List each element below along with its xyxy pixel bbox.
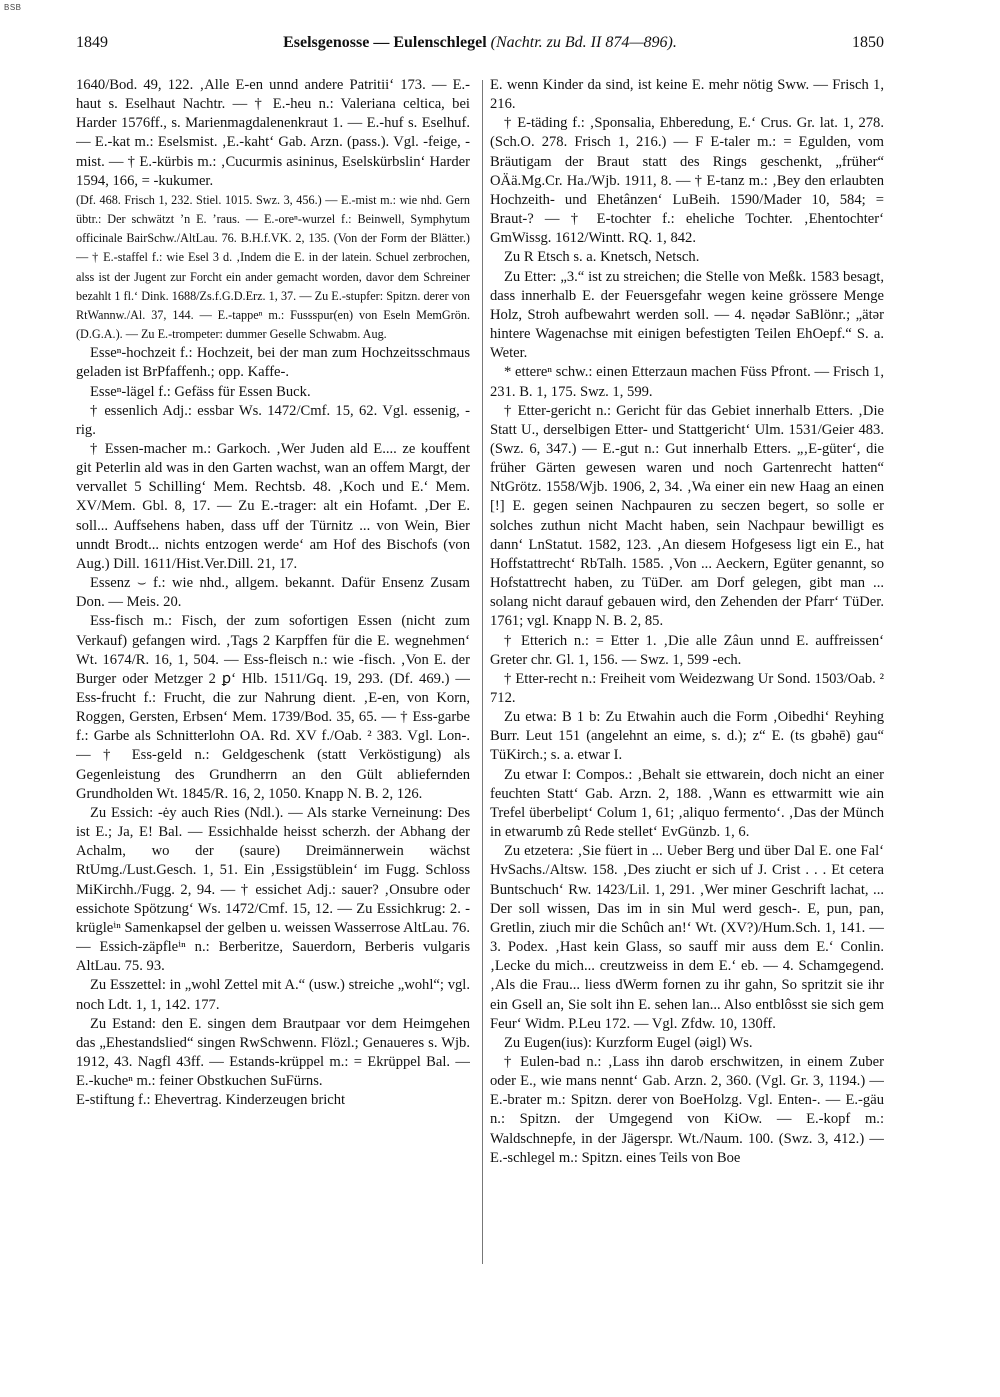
entry-paragraph: Zu etwar I: Compos.: ‚Behalt sie ettwarein, doch nicht an einer feuchten Statt‘ Gab. Arzn. 2, 188. ‚Wann es ettwarmitt wie ain Trefel überbelipt‘ Colum 1, 61; ‚aliquo fermento‘. ‚Das der Münch in etwarumb zû Rede stellet‘ EvGünzb. 1, 6. — [490, 766, 884, 841]
page-header — [76, 34, 884, 58]
entry-paragraph: E-stiftung f.: Ehevertrag. Kinderzeugen bricht — [76, 1092, 346, 1109]
running-title-ref: (Nachtr. zu Bd. II 874—896). — [490, 34, 677, 51]
library-watermark: BSB — [4, 3, 22, 12]
entry-paragraph: (Df. 468. Frisch 1, 232. Stiel. 1015. Swz. 3, 456.) — E.-mist m.: wie nhd. Gern übtr.: Der schwätzt ’n E. ’raus. — E.-oreⁿ-wurzel f.: Beinwell, Symphytum officinale BairSchw./AltLau. 76. B.H.f.VK. 2, 135. (Von der Form der Blätter.) — † E.-staffel f.: wie Esel 3 d. ‚Indem die E. in der latein. Schuel zerbrochen, alss ist der Jugent zur Forcht ein ander gemacht worden, davor dem Schreiner bezahlt 1 fl.‘ Dink. 1688/Zs.f.G.D.Erz. 1, 37. — Zu E.-stupfer: Spitzn. derer von RtWannw./Al. 37, 144. — E.-tappeⁿ m.: Fussspur(en) von Eseln MemGrön. (D.G.A.). — Zu E.-trompeter: dummer Geselle Schwabm. Aug. — [76, 192, 470, 342]
entry-paragraph: Essenz ⌣ f.: wie nhd., allgem. bekannt. Dafür Ensenz Zusam Don. — Meis. 20. — [76, 575, 470, 611]
entry-paragraph: Esseⁿ-lägel f.: Gefäss für Essen Buck. — [90, 383, 311, 400]
entry-paragraph: Zu Etter: „3.“ ist zu streichen; die Stelle von Meßk. 1583 besagt, dass innerhalb E. der Feuersgefahr wegen keine grössere Menge Holz, Stroh aufbewahrt werden soll. — 4. nęədər SaBlönr.; „ätər hintere Wagenachse mit einigen befestigten Teilen EhOepf.“ S. a. Weter. — [490, 268, 884, 362]
entry-paragraph: † Etter-gericht n.: Gericht für das Gebiet innerhalb Etters. ‚Die Statt U., derselbigen Etter- und Stattgericht‘ Ulm. 1531/Geier 483. (Swz. 6, 347.) — E.-gut n.: Gut innerhalb Etters. „‚E-güter‘, die früher Gärten gewesen waren und noch Gartenrecht hatten“ NtGrötz. 1558/Wjb. 1906, 2, 34. ‚Wa einer ein new Haag an einen [!] E. gegen seinen Nachpauren zu seczen begert, so solle er solches zuthun nicht Macht haben, sein Nachpaur bewilligt es dann‘ LnStatut. 1582, 123. ‚An diesem Hofgesess ligt ein E., hat Hoffstattrecht‘ RbTalh. 1585. ‚Von ... Aeckern, Egüter genannt, so Hofstattrecht haben, zu TüDer. am Dorf gelegen, gibt man ... solang nicht darauf gebauen wird, den Zehenden der Pfarr‘ TüDer. 1761; vgl. Knapp N. B. 2, 85. — [490, 402, 884, 630]
entry-paragraph: Zu Estand: den E. singen dem Brautpaar vor dem Heimgehen das „Ehestandslied“ singen RwSchwenn. Flözl.; Genaueres s. Wjb. 1912, 43. Nagfl 43ff. — Estands-krüppel m.: = Ekrüppel Bal. — E.-kucheⁿ m.: feiner Obstkuchen SuFürns. — [76, 1015, 470, 1090]
page-number-right: 1850 — [852, 34, 884, 51]
entry-paragraph: Zu Esszettel: in „wohl Zettel mit A.“ (usw.) streiche „wohl“; vgl. noch Ldt. 1, 1, 142. 177. — [76, 977, 470, 1013]
entry-paragraph: † Eulen-bad n.: ‚Lass ihn darob erschwitzen, in einem Zuber oder E., wie mans nennt‘ Gab. Arzn. 2, 360. (Vgl. Gr. 3, 1194.) — E.-brater m.: Spitzn. derer von BoeHolzg. Vgl. Enten-. — E.-gäu n.: Spitzn. der Umgegend von KiOw. — E.-kopf m.: Waldschnepfe, in der Jägerspr. Wt./Naum. 100. (Swz. 3, 412.) — E.-schlegel m.: Spitzn. eines Teils von Boe — [490, 1053, 884, 1166]
entry-paragraph: * ettereⁿ schw.: einen Etterzaun machen Füss Pfront. — Frisch 1, 231. B. 1, 175. Swz. 1, 599. — [490, 364, 884, 400]
page-number-left: 1849 — [76, 34, 108, 51]
column-divider — [482, 80, 483, 1264]
entry-paragraph: Ess-fisch m.: Fisch, der zum sofortigen Essen (nicht zum Verkauf) gefangen wird. ‚Tags 2 Karpffen für die E. wegnehmen‘ Wt. 1674/R. 16, 1, 504. — Ess-fleisch n.: wie -fisch. ‚Von E. der Burger oder Metzger 2 ꝑ‘ Hlb. 1511/Gq. 19, 293. (Df. 469.) — Ess-frucht f.: Frucht, die zur Nahrung dient. ‚E-en, von Korn, Roggen, Gersten, Erbsen‘ Mem. 1739/Bod. 35, 65. — † Ess-garbe f.: Garbe als Schnitterlohn OA. Rd. XV f./Oab. ² 383. Vgl. Lon-. — † Ess-geld n.: Geldgeschenk (statt Verköstigung) als Gegenleistung des Grundherrn an den Gült abliefernden Grundholden Wt. 1845/R. 16, 2, 1050. Knapp N. B. 2, 126. — [76, 613, 470, 802]
left-column — [76, 76, 470, 1376]
running-title-main: Eselsgenosse — Eulenschlegel — [283, 34, 487, 51]
entry-paragraph: Zu Eugen(ius): Kurzform Eugel (əigl) Ws. — [504, 1034, 753, 1051]
entry-paragraph: Esseⁿ-hochzeit f.: Hochzeit, bei der man zum Hochzeitsschmaus geladen ist BrPfaffenh.; opp. Kaffe-. — [76, 345, 470, 381]
entry-paragraph: Zu R Etsch s. a. Knetsch, Netsch. — [504, 249, 700, 266]
entry-paragraph: † Etter-recht n.: Freiheit vom Weidezwang Ur Sond. 1503/Oab. ² 712. — [490, 670, 884, 706]
entry-paragraph: E. wenn Kinder da sind, ist keine E. mehr nötig Sww. — Frisch 1, 216. — [490, 77, 884, 113]
right-column — [490, 76, 884, 1376]
entry-paragraph: † Etterich n.: = Etter 1. ‚Die alle Zâun unnd E. auffreissen‘ Greter chr. Gl. 1, 156. — Swz. 1, 599 -ech. — [490, 632, 884, 668]
entry-paragraph: † E-täding f.: ‚Sponsalia, Ehberedung, E.‘ Crus. Gr. lat. 1, 278. (Sch.O. 278. Frisch 1, 216.) — F E-taler m.: = Egulden, vom Bräutigam der Braut statt des Rings geschenkt, „früher“ OÄä.Mg.Cr. Ha./Wjb. 1911, 8. — † E-tanz m.: ‚Bey den erlaubten Hochzeith- und Ehetânzen‘ LuBeih. 1590/Mader 10, 584; = Braut-? — † E-tochter f.: eheliche Tochter. ‚Ehentochter‘ GmWissg. 1612/Wintt. RQ. 1, 842. — [490, 115, 884, 247]
entry-paragraph: 1640/Bod. 49, 122. ‚Alle E-en unnd andere Patritii‘ 173. — E.-haut s. Eselhaut Nachtr. — † E.-heu n.: Valeriana celtica, bei Harder 1576ff., s. Marienmagdalenenkraut 1. — E.-huf s. Eselhuf. — E.-kat m.: Eselsmist. ‚E.-kaht‘ Gab. Arzn. (pass.). Vgl. -feige, -mist. — † E.-kürbis m.: ‚Cucurmis asininus, Eselskürbslin‘ Harder 1594, 166, = -kukumer. — [76, 77, 470, 189]
entry-paragraph: Zu etzetera: ‚Sie füert in ... Ueber Berg und über Dal E. one Fal‘ HvSachs./Altsw. 158. ‚Des ziucht er sich uf J. Crist . . . Et cetera Buntschuch‘ Rw. 1423/Lil. 1, 291. ‚Wer miner Geschrift lachat, ... Der soll wissen, Das im in sin Mul werd gesch-. E, pun, pan, Gretlin, ziuch mir die Schûch an!‘ Wt. (XV?)/Hum.Sch. 1, 141. — 3. Podex. ‚Hast kein Glass, so sauff mir auss dem E.‘ Conlin. ‚Lecke du mich... creutzweiss in dem E.‘ eb. — 4. Schamgegend. ‚Als die Frau... liess dWerm fornen zu ihr gahn, So spritzit sie ihr ein Gsell an, Sie solt ihn E. sehen lan... Also entblôsst sie sich gem Feur‘ Widm. P.Leu 172. — Vgl. Zfdw. 10, 130ff. — [490, 843, 884, 1032]
entry-paragraph: Zu etwa: B 1 b: Zu Etwahin auch die Form ‚Oibedhi‘ Reyhing Burr. Leut 151 (angelehnt an eime, s. d.); z“ E. (ts gbəhē) gau“ TüKirch.; s. a. etwar I. — [490, 709, 884, 764]
running-title — [76, 34, 884, 52]
entry-paragraph: † essenlich Adj.: essbar Ws. 1472/Cmf. 15, 62. Vgl. essenig, -rig. — [76, 402, 470, 438]
entry-paragraph: Zu Essich: -ėy auch Ries (Ndl.). — Als starke Verneinung: Des ist E.; Ja, E! Bal. — Essichhalde heisst scherzh. der Abhang der Achalm, wo der (saure) Dreimännerwein wächst RtUmg./Lust.Gesch. 1, 51. Ein ‚Essigstüblein‘ im Fugg. Schloss MiKirchh./Fugg. 2, 94. — † essichet Adj.: sauer? ‚Onsubre oder essichote Spötzung‘ Ws. 1472/Cmf. 15, 12. — Zu Essichkrug: 2. -krügleⁱⁿ Samenkapsel der gelben u. weissen Wasserrose AltLau. 76. — Essich-zäpfleⁱⁿ n.: Berberitze, Sauerdorn, Berberis vulgaris AltLau. 75. 93. — [76, 804, 470, 975]
entry-paragraph: † Essen-macher m.: Garkoch. ‚Wer Juden ald E.... ze kouffent git Peterlin ald was in den Garten wachst, wan an offem Margt, der vervallet 5 Schilling‘ Mem. Rechtsb. 48. ‚Koch und E.‘ Mem. XV/Mem. Gbl. 8, 17. — Zu E.-trager: alt ein Hofamt. ‚Der E. soll... Auffsehens haben, dass uff der Türnitz ... von Wein, Bier unndt Brodt... nichts entzogen werde‘ am Hof des Bischofs (von Aug.) Dill. 1611/Hist.Ver.Dill. 21, 17. — [76, 440, 470, 572]
